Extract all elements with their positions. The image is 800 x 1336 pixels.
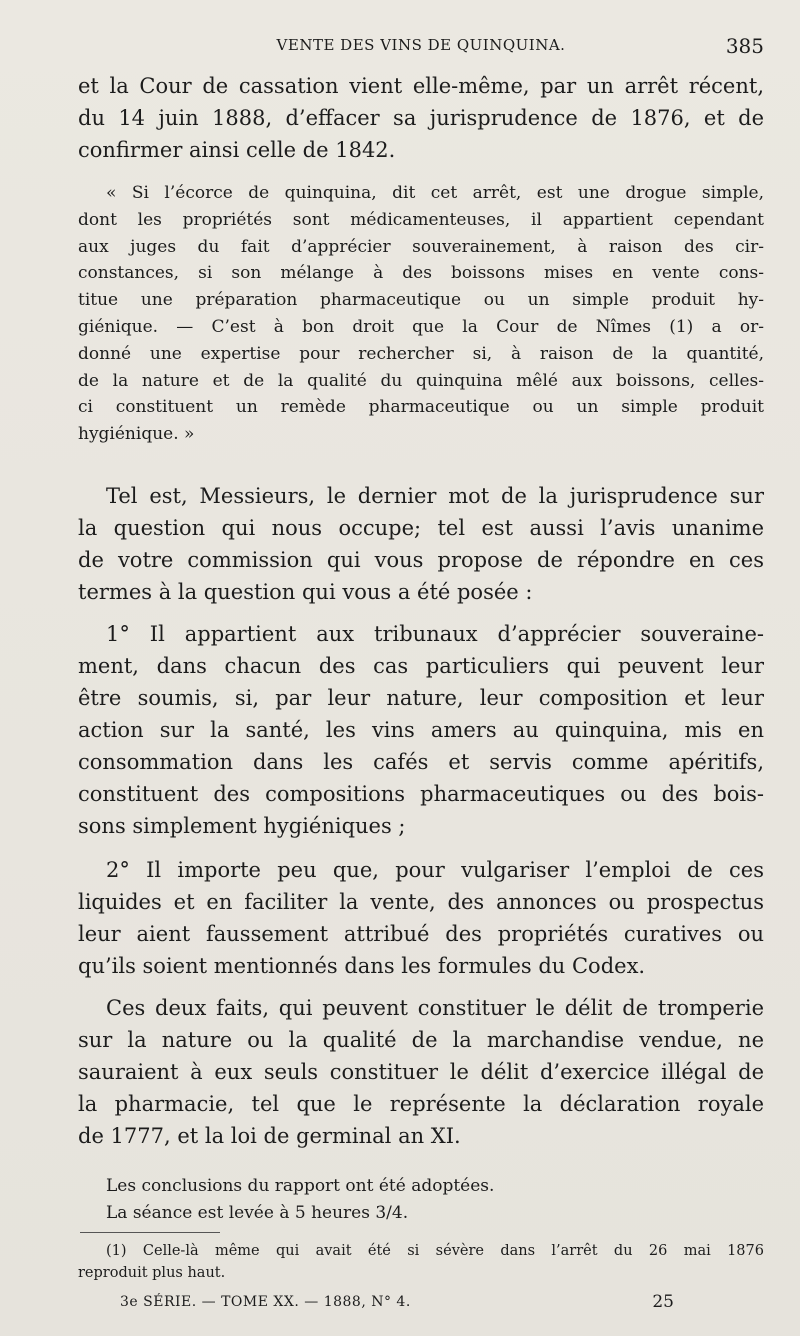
text-line: action sur la santé, les vins amers au quinquina, mis en [78,718,764,742]
text-line: qu’ils soient mentionnés dans les formules du Codex. [78,954,646,978]
text-line: ci constituent un remède pharmaceutique ou un simple produit [78,397,764,418]
text-line: constituent des compositions pharmaceutiques ou des bois- [78,782,764,806]
signature-line [120,1294,764,1316]
text-line: du 14 juin 1888, d’effacer sa jurisprudence de 1876, et de [78,106,764,130]
text-line: hygiénique. » [78,424,195,445]
text-line: dont les propriétés sont médicamenteuses, il appartient cependant [78,209,764,230]
text-line: liquides et en faciliter la vente, des annonces ou prospectus [78,890,764,914]
sheet-number: 25 [652,1292,674,1312]
text-line: La séance est levée à 5 heures 3/4. [106,1202,409,1223]
running-title: VENTE DES VINS DE QUINQUINA. [276,36,566,54]
closing-notes [78,1173,764,1227]
text-line: termes à la question qui vous a été posée : [78,580,533,604]
text-line: (1) Celle-là même qui avait été si sévère dans l’arrêt du 26 mai 1876 [106,1243,764,1259]
text-line: confirmer ainsi celle de 1842. [78,138,396,162]
series-info: 3e SÉRIE. — TOME XX. — 1888, N° 4. [120,1294,411,1310]
text-line: leur aient faussement attribué des propriétés curatives ou [78,922,764,946]
point-1 [78,618,764,842]
text-line: Ces deux faits, qui peuvent constituer le délit de tromperie [106,996,764,1020]
court-quotation [78,180,764,448]
text-line: aux juges du fait d’apprécier souverainement, à raison des cir- [78,236,764,257]
text-line: de 1777, et la loi de germinal an XI. [78,1124,461,1148]
text-line: constances, si son mélange à des boissons mises en vente cons- [78,263,764,284]
paragraph-3 [78,992,764,1152]
text-line: reproduit plus haut. [78,1265,226,1281]
page-number: 385 [725,34,764,58]
text-line: être soumis, si, par leur nature, leur composition et leur [78,686,764,710]
text-line: la pharmacie, tel que le représente la déclaration royale [78,1092,764,1116]
text-line: de votre commission qui vous propose de répondre en ces [78,548,764,572]
text-line: titue une préparation pharmaceutique ou un simple produit hy- [78,290,764,311]
text-line: ment, dans chacun des cas particuliers qui peuvent leur [78,654,764,678]
text-line: sons simplement hygiéniques ; [78,814,406,838]
paragraph-2 [78,480,764,608]
text-line: Tel est, Messieurs, le dernier mot de la jurisprudence sur [106,484,764,508]
paragraph-1 [78,70,764,166]
page-header [78,34,764,60]
footnote [78,1240,764,1284]
text-line: 2° Il importe peu que, pour vulgariser l’emploi de ces [106,858,764,882]
text-line: sauraient à eux seuls constituer le délit d’exercice illégal de [78,1060,764,1084]
text-line: et la Cour de cassation vient elle-même, par un arrêt récent, [78,74,764,98]
text-line: consommation dans les cafés et servis comme apéritifs, [78,750,764,774]
text-line: giénique. — C’est à bon droit que la Cour de Nîmes (1) a or- [78,316,764,337]
text-line: donné une expertise pour rechercher si, à raison de la quantité, [78,343,764,364]
text-line: 1° Il appartient aux tribunaux d’apprécier souveraine- [106,622,764,646]
footnote-divider [80,1232,220,1233]
text-line: Les conclusions du rapport ont été adoptées. [106,1176,495,1196]
point-2 [78,854,764,982]
text-line: « Si l’écorce de quinquina, dit cet arrêt, est une drogue simple, [106,183,764,203]
text-line: la question qui nous occupe; tel est aussi l’avis unanime [78,516,764,540]
text-line: sur la nature ou la qualité de la marchandise vendue, ne [78,1028,764,1052]
text-line: de la nature et de la qualité du quinquina mêlé aux boissons, celles- [78,370,764,391]
